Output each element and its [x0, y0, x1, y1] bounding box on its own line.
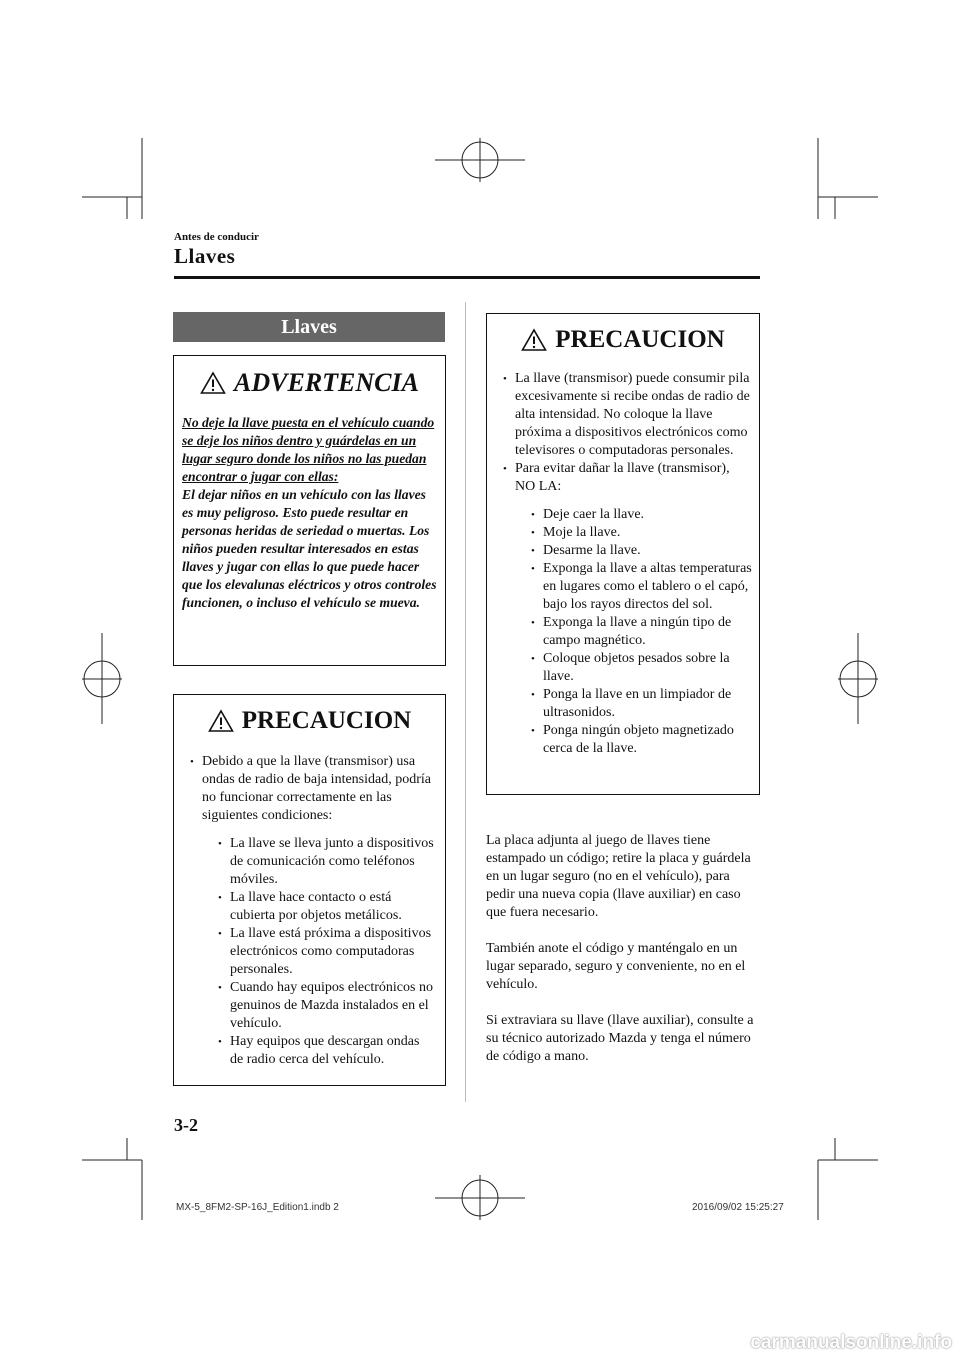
warning-title-row	[174, 368, 445, 398]
warning-box	[173, 355, 446, 666]
caution-2-list	[501, 370, 753, 758]
list-item: • Ponga la llave en un limpiador de ultrasonidos.	[529, 686, 753, 722]
watermark: carmanualsonline.info	[750, 1332, 952, 1353]
warning-body-text: El dejar niños en un vehículo con las llaves es muy peligroso. Esto puede resultar en personas heridas de seriedad o muertas. Los niños pueden resultar interesados en estas llaves y jugar con ellas lo que puede hacer que los elevalunas eléctricos y otros controles funcionen, o incluso el vehículo se mueva.	[182, 487, 437, 610]
column-divider	[465, 302, 466, 1102]
caution-2-item: Para evitar dañar la llave (transmisor), NO LA:	[515, 461, 730, 494]
caution-triangle-icon	[521, 328, 547, 352]
caution-box-2	[486, 313, 760, 795]
caution-box-1	[173, 694, 446, 1086]
list-item: • Desarme la llave.	[529, 542, 753, 560]
list-item: • Exponga la llave a altas temperaturas en lugares como el tablero o el capó, bajo los rayos directos del sol.	[529, 560, 753, 614]
list-item: • La llave hace contacto o está cubierta por objetos metálicos.	[216, 889, 435, 925]
footer-timestamp: 2016/09/02 15:25:27	[692, 1202, 784, 1213]
list-item	[501, 460, 753, 758]
list-item: • Coloque objetos pesados sobre la llave.	[529, 650, 753, 686]
list-item: • La llave (transmisor) puede consumir pila excesivamente si recibe ondas de radio de alta intensidad. No coloque la llave próxima a dispositivos electrónicos como televisores o computadoras personales.	[501, 370, 753, 460]
list-item: • Hay equipos que descargan ondas de radio cerca del vehículo.	[216, 1033, 435, 1069]
caution-2-title: PRECAUCION	[555, 326, 725, 353]
list-item: • La llave se lleva junto a dispositivos de comunicación como teléfonos móviles.	[216, 835, 435, 889]
body-paragraph-1: La placa adjunta al juego de llaves tiene estampado un código; retire la placa y guárdela en un lugar seguro (no en el vehículo), para pedir una nueva copia (llave auxiliar) en caso que fuera necesario.	[486, 833, 751, 920]
caution-1-title-row	[174, 707, 445, 735]
section-label: Antes de conducir	[174, 231, 259, 243]
header-rule	[174, 276, 760, 279]
page-title: Llaves	[174, 244, 236, 268]
warning-underlined-text: No deje la llave puesta en el vehículo cuando se deje los niños dentro y guárdelas en un lugar seguro donde los niños no las puedan encontrar o jugar con ellas:	[182, 415, 435, 484]
page-number: 3-2	[174, 1115, 198, 1135]
list-item: • Exponga la llave a ningún tipo de campo magnético.	[529, 614, 753, 650]
warning-title: ADVERTENCIA	[234, 368, 419, 397]
section-banner: Llaves	[173, 312, 445, 342]
caution-1-sublist	[216, 835, 435, 1069]
caution-2-sublist	[529, 506, 753, 758]
body-paragraph-3: Si extraviara su llave (llave auxiliar), consulte a su técnico autorizado Mazda y tenga el número de código a mano.	[486, 1013, 754, 1064]
list-item: • Deje caer la llave.	[529, 506, 753, 524]
list-item: • Moje la llave.	[529, 524, 753, 542]
caution-1-title: PRECAUCION	[241, 707, 412, 734]
footer-filename: MX-5_8FM2-SP-16J_Edition1.indb 2	[176, 1202, 339, 1213]
caution-1-item: Debido a que la llave (transmisor) usa ondas de radio de baja intensidad, podría no funcionar correctamente en las siguientes condiciones:	[202, 754, 431, 823]
list-item: • Ponga ningún objeto magnetizado cerca de la llave.	[529, 722, 753, 758]
list-item: • La llave está próxima a dispositivos electrónicos como computadoras personales.	[216, 925, 435, 979]
warning-text	[174, 414, 445, 612]
body-paragraph-2: También anote el código y manténgalo en un lugar separado, seguro y conveniente, no en el vehículo.	[486, 941, 746, 992]
caution-triangle-icon	[208, 709, 234, 733]
caution-2-title-row	[487, 326, 759, 354]
warning-triangle-icon	[200, 371, 226, 395]
caution-1-list	[188, 753, 435, 1069]
list-item: • Cuando hay equipos electrónicos no genuinos de Mazda instalados en el vehículo.	[216, 979, 435, 1033]
list-item	[188, 753, 435, 1069]
